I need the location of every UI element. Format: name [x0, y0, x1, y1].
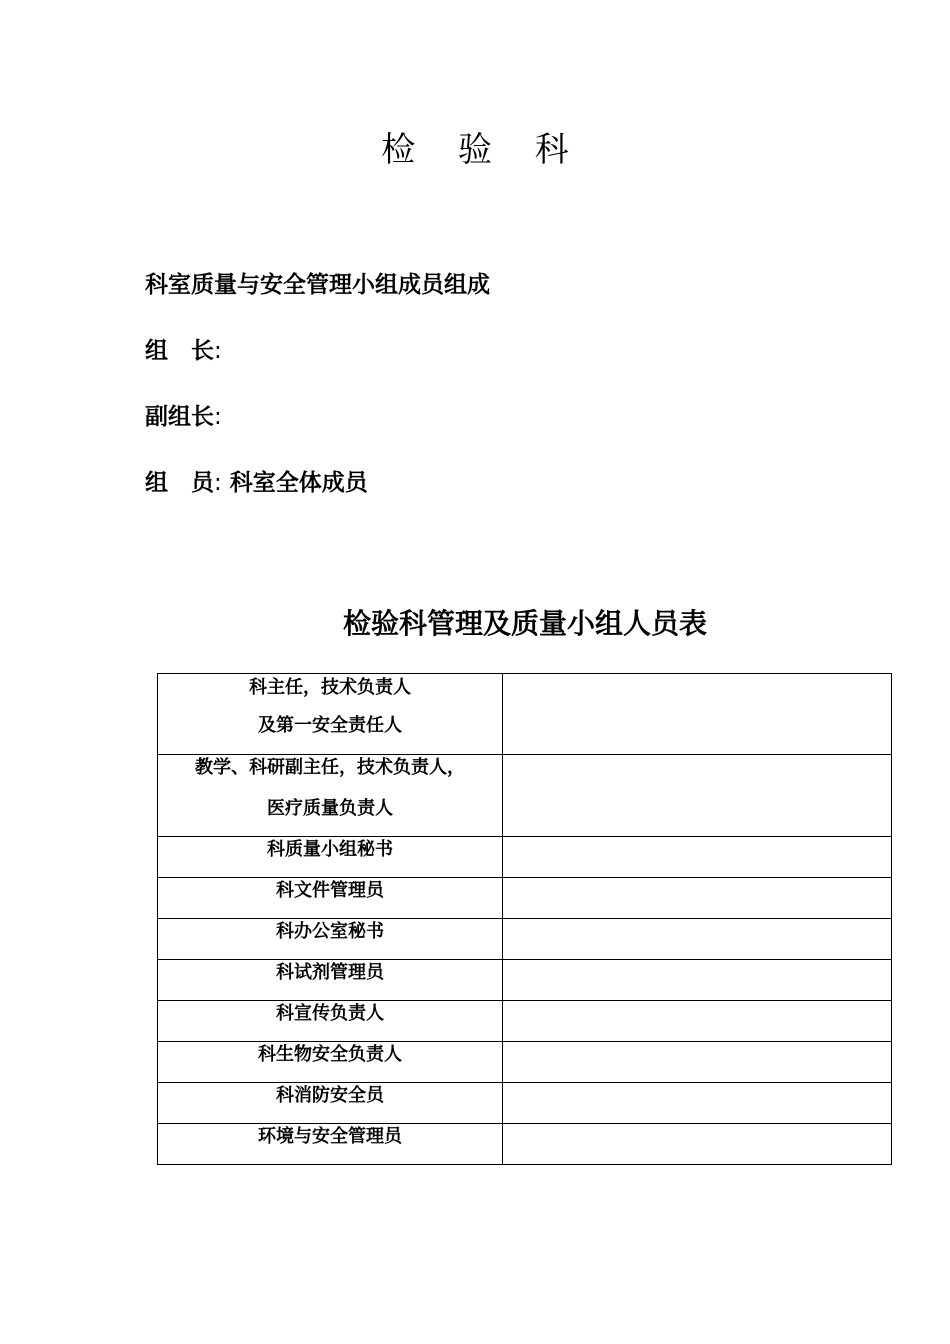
table-row — [158, 878, 892, 919]
role-text: 科生物安全负责人 — [258, 1044, 402, 1065]
table-row — [158, 960, 892, 1001]
table-row — [158, 837, 892, 878]
role-cell — [158, 674, 503, 755]
deputy-colon: : — [214, 404, 222, 430]
members-line — [145, 466, 368, 500]
members-value: 科室全体成员 — [229, 470, 368, 496]
name-cell[interactable] — [503, 1001, 892, 1042]
name-cell[interactable] — [503, 674, 892, 755]
role-cell — [158, 960, 503, 1001]
role-text: 科文件管理员 — [276, 880, 384, 901]
role-text: 科主任，技术负责人 — [249, 677, 411, 698]
table-row — [158, 1042, 892, 1083]
role-text: 教学、科研副主任，技术负责人， — [195, 757, 465, 778]
name-cell[interactable] — [503, 878, 892, 919]
role-cell — [158, 1042, 503, 1083]
table-row — [158, 1001, 892, 1042]
role-cell — [158, 755, 503, 837]
table-row — [158, 755, 892, 837]
role-text: 科试剂管理员 — [276, 962, 384, 983]
table-row — [158, 674, 892, 755]
deputy-label: 副组长 — [145, 404, 214, 430]
leader-label: 组 长 — [145, 338, 214, 364]
table-row — [158, 1124, 892, 1165]
role-text: 科宣传负责人 — [276, 1003, 384, 1024]
role-cell — [158, 919, 503, 960]
name-cell[interactable] — [503, 837, 892, 878]
role-text: 科办公室秘书 — [276, 921, 384, 942]
role-cell — [158, 1083, 503, 1124]
name-cell[interactable] — [503, 960, 892, 1001]
name-cell[interactable] — [503, 755, 892, 837]
leader-colon: : — [214, 338, 222, 364]
name-cell[interactable] — [503, 1042, 892, 1083]
page-title: 检 验 科 — [381, 130, 585, 170]
members-label: 组 员 — [145, 470, 214, 496]
section-heading: 科室质量与安全管理小组成员组成 — [145, 272, 490, 298]
role-cell — [158, 878, 503, 919]
table-title: 检验科管理及质量小组人员表 — [342, 607, 707, 640]
member-table — [157, 673, 892, 1165]
name-cell[interactable] — [503, 1083, 892, 1124]
role-text: 医疗质量负责人 — [267, 798, 393, 819]
role-text: 及第一安全责任人 — [258, 715, 402, 736]
role-cell — [158, 1001, 503, 1042]
role-cell — [158, 1124, 503, 1165]
members-colon: : — [214, 470, 222, 496]
role-cell — [158, 837, 503, 878]
name-cell[interactable] — [503, 919, 892, 960]
role-text: 环境与安全管理员 — [258, 1126, 402, 1147]
deputy-line — [145, 400, 222, 434]
role-text: 科消防安全员 — [276, 1085, 384, 1106]
name-cell[interactable] — [503, 1124, 892, 1165]
leader-line — [145, 334, 222, 368]
table-row — [158, 919, 892, 960]
table-row — [158, 1083, 892, 1124]
role-text: 科质量小组秘书 — [267, 839, 393, 860]
